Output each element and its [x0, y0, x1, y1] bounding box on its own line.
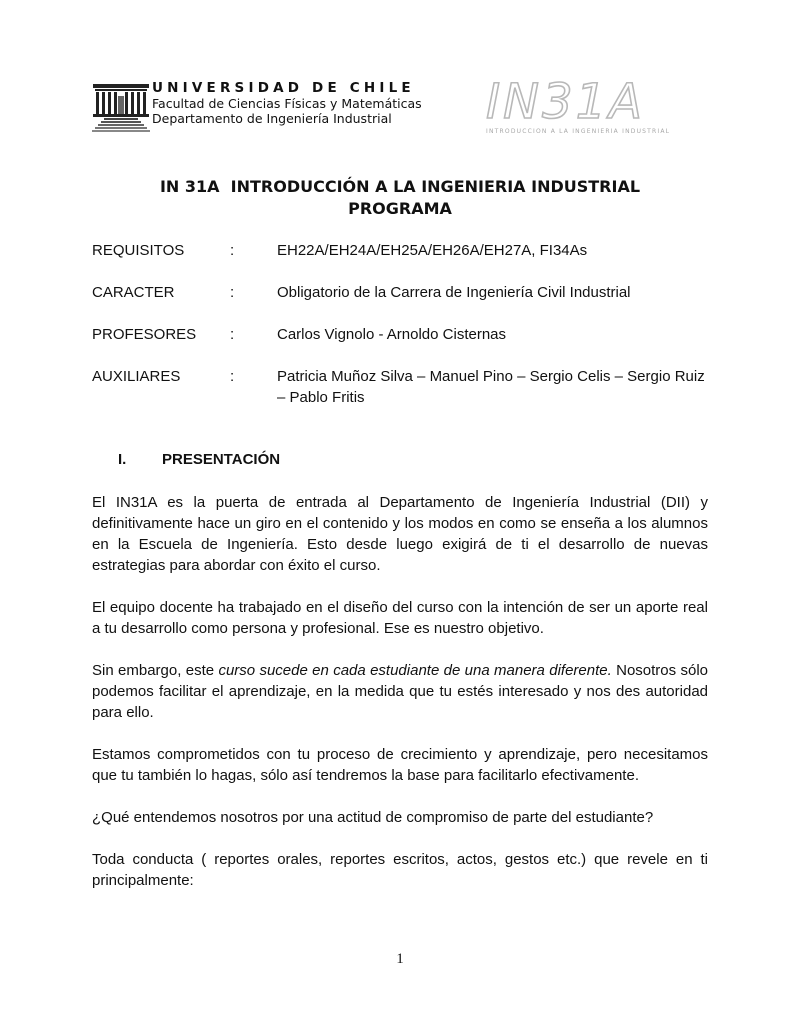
info-separator: : [230, 242, 235, 259]
title-line-1: IN 31A INTRODUCCIÓN A LA INGENIERIA INDUSTRIAL [159, 177, 641, 196]
section-title: PRESENTACIÓN [162, 451, 281, 468]
section-heading [118, 451, 280, 468]
university-name: UNIVERSIDAD DE CHILE [152, 80, 415, 96]
course-logo [486, 74, 671, 142]
department-name: Departamento de Ingeniería Industrial [152, 111, 392, 126]
university-building-logo [92, 80, 150, 134]
faculty-name: Facultad de Ciencias Físicas y Matemáticas [152, 96, 422, 111]
info-separator: : [230, 326, 235, 343]
paragraph [92, 660, 708, 723]
paragraph-text: Sin embargo, este [92, 662, 219, 679]
paragraph: Estamos comprometidos con tu proceso de crecimiento y aprendizaje, pero necesitamos que tu también lo hagas, sólo así tendremos la base para facilitarlo efectivamente. [92, 746, 708, 784]
info-key: CARACTER [92, 284, 175, 301]
paragraph-text: Nosotros sólo podemos facilitar el aprendizaje, en la medida que tu estés interesado y nos des autoridad para ello. [92, 662, 709, 721]
info-key: AUXILIARES [92, 368, 181, 385]
info-key: REQUISITOS [92, 242, 185, 259]
course-logo-text: IN31A [486, 74, 645, 130]
title-line-2: PROGRAMA [348, 199, 452, 218]
paragraph: ¿Qué entendemos nosotros por una actitud de compromiso de parte del estudiante? [92, 809, 654, 826]
paragraph: El equipo docente ha trabajado en el diseño del curso con la intención de ser un aporte real a tu desarrollo como persona y profesional. Ese es nuestro objetivo. [92, 599, 708, 637]
presentation-body [92, 492, 708, 912]
info-value: Carlos Vignolo - Arnoldo Cisternas [277, 326, 507, 343]
info-key: PROFESORES [92, 326, 197, 343]
paragraph-emphasis: curso sucede en cada estudiante de una manera diferente. [218, 662, 612, 679]
letterhead [92, 74, 712, 142]
section-number: I. [118, 451, 127, 468]
info-separator: : [230, 284, 235, 301]
course-logo-subtitle: INTRODUCCION A LA INGENIERIA INDUSTRIAL [486, 128, 671, 135]
paragraph: El IN31A es la puerta de entrada al Departamento de Ingeniería Industrial (DII) y definitivamente hace un giro en el contenido y los modos en como se enseña a los alumnos en la Escuela de Ingeniería. Esto desde luego exigirá de ti el desarrollo de nuevas estrategias para abordar con éxito el curso. [92, 494, 708, 574]
page-number: 1 [396, 951, 404, 967]
info-value: EH22A/EH24A/EH25A/EH26A/EH27A, FI34As [277, 242, 588, 259]
info-separator: : [230, 368, 235, 385]
info-value: Obligatorio de la Carrera de Ingeniería Civil Industrial [277, 284, 631, 301]
document-title [92, 176, 708, 220]
university-text [152, 80, 422, 126]
info-value: Patricia Muñoz Silva – Manuel Pino – Sergio Celis – Sergio Ruiz – Pablo Fritis [277, 368, 705, 406]
paragraph: Toda conducta ( reportes orales, reportes escritos, actos, gestos etc.) que revele en ti principalmente: [92, 851, 708, 889]
